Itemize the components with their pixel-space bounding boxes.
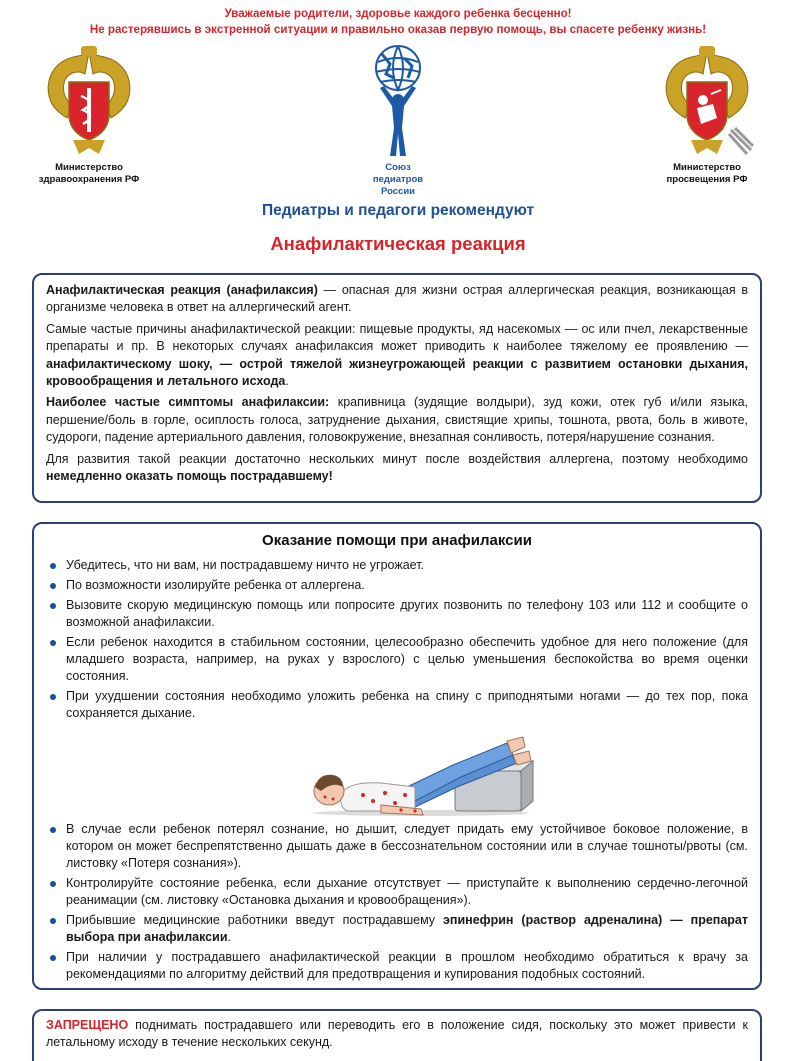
- symptoms-list: крапивница (зудящие волдыри), зуд кожи, отек губ и/или языка, першение/боль в горле, осиплость голоса, затруднение дыхания, свистящие хрипы, тошнота, рвота, боль в животе, судороги, падение артериального давления, головокружение, внезапная сонливость, потеря/нарушение сознания.: [46, 395, 748, 445]
- forbidden-paragraph: [46, 1017, 748, 1052]
- page-title: Анафилактическая реакция: [270, 233, 526, 254]
- intro-paragraph-2: [46, 321, 748, 391]
- forbidden-text: поднимать пострадавшего или переводить его в положение сидя, поскольку это может привести к летальному исходу в течение нескольких секунд.: [46, 1018, 748, 1050]
- banner-line-1: Уважаемые родители, здоровье каждого ребенка бесценно!: [224, 7, 572, 20]
- list-item: При наличии у пострадавшего анафилактической реакции в прошлом необходимо обратиться к врачу за рекомендациями по алгоритму действий для предотвращения и купирования подобных состояний.: [46, 949, 748, 983]
- first-aid-list-2: [46, 821, 748, 983]
- intro-shock-warning: анафилактическому шоку, — острой тяжелой жизнеугрожающей реакции с развитием остановки дыхания, кровообращения и летального исхода: [46, 356, 748, 389]
- illustration-child-legs-raised: [46, 725, 748, 817]
- top-banner: [0, 6, 796, 38]
- logo-left-line-1: Министерство: [55, 162, 123, 173]
- epinephrine-intro: Прибывшие медицинские работники введут пострадавшему: [66, 913, 444, 927]
- list-item: Вызовите скорую медицинскую помощь или попросите других позвонить по телефону 103 или 112 и сообщите о возможной анафилаксии.: [46, 597, 748, 631]
- logo-right-line-1: Министерство: [673, 162, 741, 173]
- list-item: [46, 912, 748, 946]
- intro-definition: — опасная для жизни острая аллергическая реакция, возникающая в организме человека в ответ на аллергический агент.: [46, 283, 748, 315]
- intro-paragraph-1: [46, 282, 748, 317]
- intro-p2-end: .: [285, 374, 289, 389]
- epinephrine-drug: эпинефрин (раствор адреналина) — препарат выбора при анафилаксии: [66, 913, 748, 944]
- first-aid-list-1: [46, 557, 748, 722]
- ministry-health-emblem-icon: [39, 44, 139, 162]
- intro-call-to-action: немедленно оказать помощь пострадавшему!: [46, 469, 333, 484]
- epinephrine-end: .: [227, 930, 231, 944]
- intro-box: [32, 273, 762, 503]
- intro-term: Анафилактическая реакция (анафилаксия): [46, 283, 318, 297]
- list-item: Убедитесь, что ни вам, ни пострадавшему ничто не угрожает.: [46, 557, 748, 574]
- globe-child-icon: [368, 44, 428, 160]
- list-item: Если ребенок находится в стабильном состоянии, целесообразно обеспечить удобное для него положение (для младшего возраста, например, на руках у взрослого) с целью уменьшения беспокойства во время оценки состояния.: [46, 634, 748, 685]
- recommend-heading: Педиатры и педагоги рекомендуют: [261, 202, 535, 219]
- list-item: Контролируйте состояние ребенка, если дыхание отсутствует — приступайте к выполнению сердечно-легочной реанимации (см. листовку «Остановка дыхания и кровообращения»).: [46, 875, 748, 909]
- logo-center-line-1: Союз: [385, 162, 411, 173]
- symptoms-heading: Наиболее частые симптомы анафилаксии:: [46, 395, 330, 410]
- logo-union-pediatricians: [355, 44, 441, 198]
- intro-paragraph-3: [46, 394, 748, 446]
- list-item: При ухудшении состояния необходимо уложить ребенка на спину с приподнятыми ногами — до тех пор, пока сохраняется дыхание.: [46, 688, 748, 722]
- forbidden-label: ЗАПРЕЩЕНО: [46, 1018, 129, 1032]
- list-item: В случае если ребенок потерял сознание, но дышит, следует придать ему устойчивое боковое положение, в котором он может беспрепятственно дышать даже в бессознательном состоянии или в случае тошноты/рвоты (см. листовку «Потеря сознания»).: [46, 821, 748, 872]
- logo-ministry-health: [30, 44, 148, 186]
- logo-left-line-2: здравоохранения РФ: [38, 174, 140, 185]
- child-lying-legs-raised-icon: [311, 725, 541, 817]
- logo-ministry-education: [648, 44, 766, 186]
- logo-right-line-2: просвещения РФ: [666, 174, 748, 185]
- intro-causes: Самые частые причины анафилактической реакции: пищевые продукты, яд насекомых — ос или пчел, лекарственные препараты и пр. В некоторых случаях анафилаксия может приводить к наиболее тяжелому ее проявлению —: [46, 321, 748, 354]
- ministry-education-emblem-icon: [657, 44, 757, 162]
- first-aid-title: Оказание помощи при анафилаксии: [262, 532, 532, 549]
- list-item: По возможности изолируйте ребенка от аллергена.: [46, 577, 748, 594]
- intro-urgency: Для развития такой реакции достаточно нескольких минут после воздействия аллергена, поэтому необходимо: [46, 451, 748, 466]
- intro-paragraph-4: [46, 451, 748, 486]
- forbidden-box: [32, 1009, 762, 1061]
- banner-line-2: Не растерявшись в экстренной ситуации и правильно оказав первую помощь, вы спасете ребенку жизнь!: [89, 23, 707, 36]
- logo-center-line-3: России: [380, 186, 416, 197]
- first-aid-box: [32, 522, 762, 990]
- logo-center-line-2: педиатров: [372, 174, 424, 185]
